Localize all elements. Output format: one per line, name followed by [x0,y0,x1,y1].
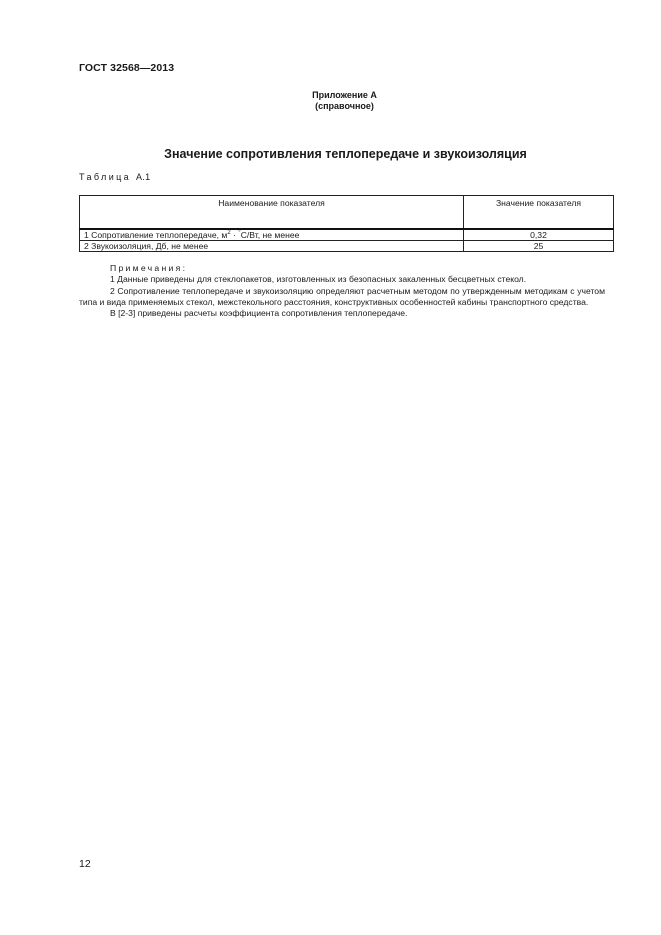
table-row [80,229,614,241]
note-item: 1 Данные приведены для стеклопакетов, изготовленных из безопасных закаленных бесцветных стекол. [110,274,527,285]
table-caption [79,172,150,182]
table-header-row [80,196,614,230]
table-cell-name: 1 Сопротивление теплопередаче, $м^2 \cdot ^\circ С/Вт$, не менее [80,229,464,241]
section-heading: Значение сопротивления теплопередаче и звукоизоляция [164,147,527,161]
column-header-name: Наименование показателя [80,196,464,230]
table-caption-label: Таблица [79,172,132,182]
note-item: 2 Сопротивление теплопередаче и звукоизоляцию определяют расчетным методом по утвержденным методикам с учетом типа и вида применяемых стекол, межстекольного расстояния, конструктивных особенностей кабины транспортного средства. [79,285,605,307]
page-number: 12 [79,858,91,870]
appendix-header [0,90,661,112]
table-cell-value: 25 [464,241,614,252]
appendix-title: Приложение А [312,90,377,100]
column-header-value: Значение показателя [464,196,614,230]
standard-code: ГОСТ 32568—2013 [79,62,175,74]
notes-block [79,263,605,319]
table-row [80,241,614,252]
appendix-type: (справочное) [315,101,374,111]
table-cell-value: 0,32 [464,229,614,241]
note-item: В [2-3] приведены расчеты коэффициента сопротивления теплопередаче. [110,308,408,319]
table-cell-name: 2 Звукоизоляция, Дб, не менее [80,241,464,252]
indicator-table [79,195,614,252]
table-caption-number: А.1 [136,172,151,182]
notes-label: Примечания: [110,263,188,273]
